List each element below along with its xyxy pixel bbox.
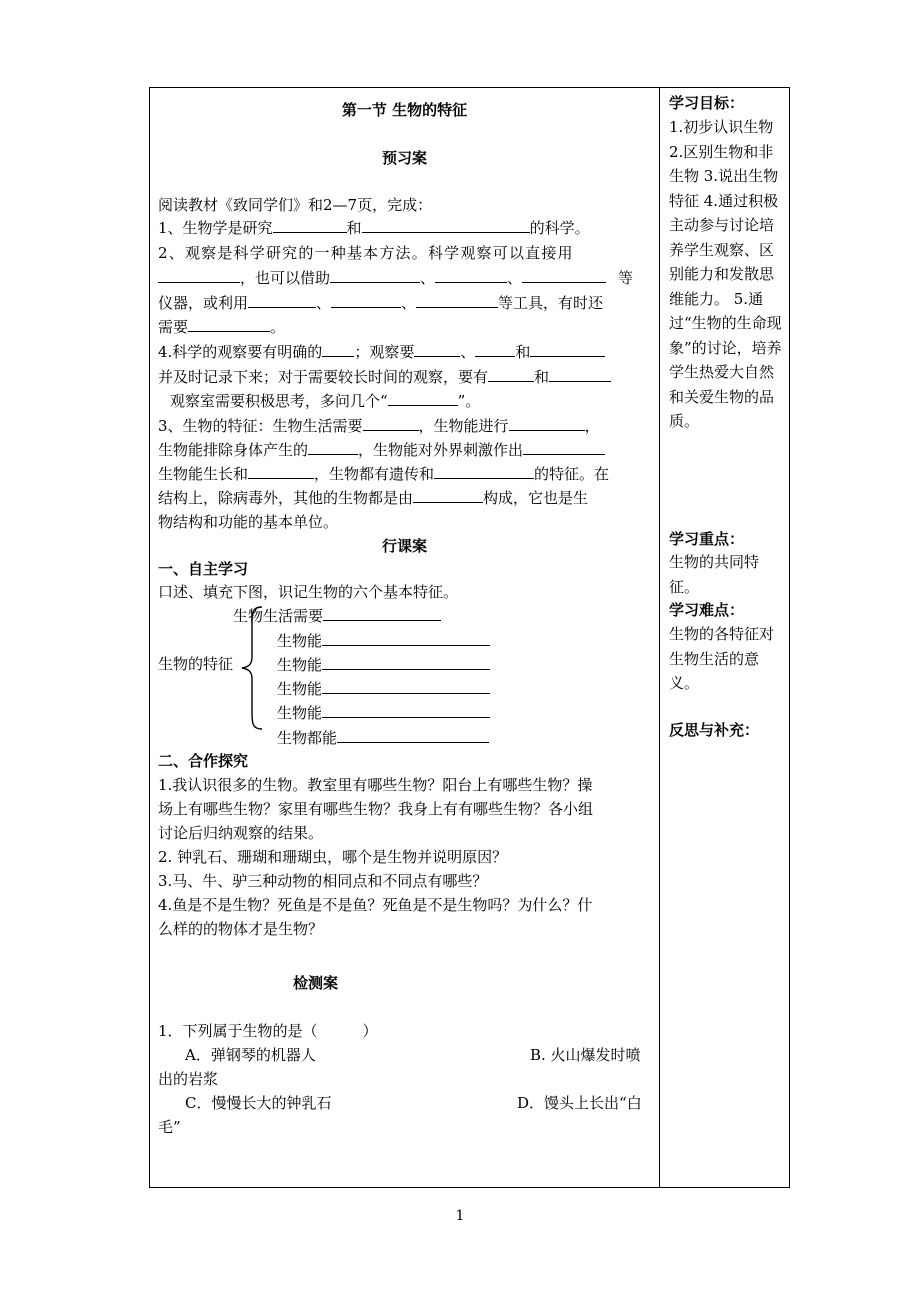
- question-4-line-2: 并及时记录下来；对于需要较长时间的观察，要有 和: [158, 365, 611, 389]
- section-1-title: 一、自主学习: [158, 560, 249, 578]
- curly-brace-icon: [238, 605, 268, 731]
- reflection-title: 反思与补充：: [669, 721, 760, 739]
- difficulties-title: 学习难点：: [669, 601, 745, 619]
- test-option-d-line-1: D．馒头上长出“白: [517, 1094, 642, 1112]
- key-points-title: 学习重点：: [669, 530, 745, 548]
- diagram-all: 生物都能: [277, 726, 489, 750]
- key-points-text: 生物的共同特征。: [669, 553, 760, 596]
- section-2-q4-line-2: 么样的的物体才是生物？: [158, 920, 324, 938]
- question-4-line-1: 4.科学的观察要有明确的 ；观察要 、 和: [158, 340, 605, 364]
- test-option-c: C．慢慢长大的钟乳石: [185, 1094, 332, 1112]
- test-option-b-line-1: B. 火山爆发时喷: [530, 1046, 641, 1064]
- preview-heading: 预习案: [381, 149, 427, 167]
- question-4-line-3: 观察室需要积极思考，多问几个“ ”。: [158, 389, 480, 413]
- section-2-q1-line-2: 场上有哪些生物？家里有哪些生物？我身上有有哪些生物？各小组: [158, 800, 594, 818]
- question-1: 1、生物学是研究 和 的科学。: [158, 216, 590, 240]
- difficulties-text: 生物的各特征对生物生活的意义。: [669, 625, 775, 692]
- test-option-d-line-2: 毛”: [158, 1118, 181, 1136]
- test-option-b-line-2: 出的岩浆: [158, 1070, 219, 1088]
- question-3-line-2: 生物能排除身体产生的 ，生物能对外界刺激作出: [158, 438, 605, 462]
- section-1-instruction: 口述、填充下图，识记生物的六个基本特征。: [158, 583, 459, 601]
- question-2-line-4: 需要 。: [158, 315, 285, 339]
- question-2-line-3: 仪器，或利用 、 、 等工具，有时还: [158, 291, 603, 315]
- question-3-line-1: 3、生物的特征：生物生活需要 ，生物能进行 ，: [158, 414, 600, 438]
- test-question-1: 1．下列属于生物的是（ ）: [158, 1022, 378, 1040]
- lesson-heading: 行课案: [381, 537, 427, 555]
- diagram-can-1: 生物能: [277, 629, 490, 653]
- diagram-can-2: 生物能: [277, 653, 490, 677]
- lesson-title: 第一节 生物的特征: [341, 101, 468, 119]
- diagram-need: 生物生活需要: [233, 604, 441, 628]
- question-2-line-2: ，也可以借助 、 、 等: [158, 266, 633, 290]
- diagram-can-3: 生物能: [277, 677, 490, 701]
- section-2-q2: 2. 钟乳石、珊瑚和珊瑚虫，哪个是生物并说明原因？: [158, 848, 508, 866]
- test-heading: 检测案: [293, 974, 339, 992]
- diagram-can-4: 生物能: [277, 701, 490, 725]
- question-3-line-4: 结构上，除病毒外，其他的生物都是由 构成，它也是生: [158, 486, 588, 510]
- question-3-line-3: 生物能生长和 ，生物都有遗传和 的特征。在: [158, 462, 609, 486]
- section-2-title: 二、合作探究: [158, 752, 249, 770]
- goals-text: 1.初步认识生物 2.区别生物和非生物 3.说出生物特征 4.通过积极主动参与讨论培养学生观察、区别能力和发散思维能力。 5.通过“生物的生命现象”的讨论，培养学生热爱大自然和关爱生物的品质。: [669, 118, 782, 430]
- question-2-line-1: 2、观察是科学研究的一种基本方法。科学观察可以直接用: [158, 244, 574, 262]
- section-2-q1-line-1: 1.我认识很多的生物。教室里有哪些生物？阳台上有哪些生物？操: [158, 776, 593, 794]
- diagram-root: 生物的特征: [158, 655, 234, 673]
- test-option-a: A．弹钢琴的机器人: [185, 1046, 316, 1064]
- reading-instruction: 阅读教材《致同学们》和2—7页，完成：: [158, 196, 433, 214]
- section-2-q4-line-1: 4.鱼是不是生物？死鱼是不是鱼？死鱼是不是生物吗？为什么？什: [158, 896, 593, 914]
- goals-title: 学习目标：: [669, 94, 745, 112]
- page-number: 1: [455, 1208, 465, 1224]
- section-2-q1-line-3: 讨论后归纳观察的结果。: [158, 824, 324, 842]
- section-2-q3: 3.马、牛、驴三种动物的相同点和不同点有哪些？: [158, 872, 488, 890]
- question-3-line-5: 物结构和功能的基本单位。: [158, 513, 339, 531]
